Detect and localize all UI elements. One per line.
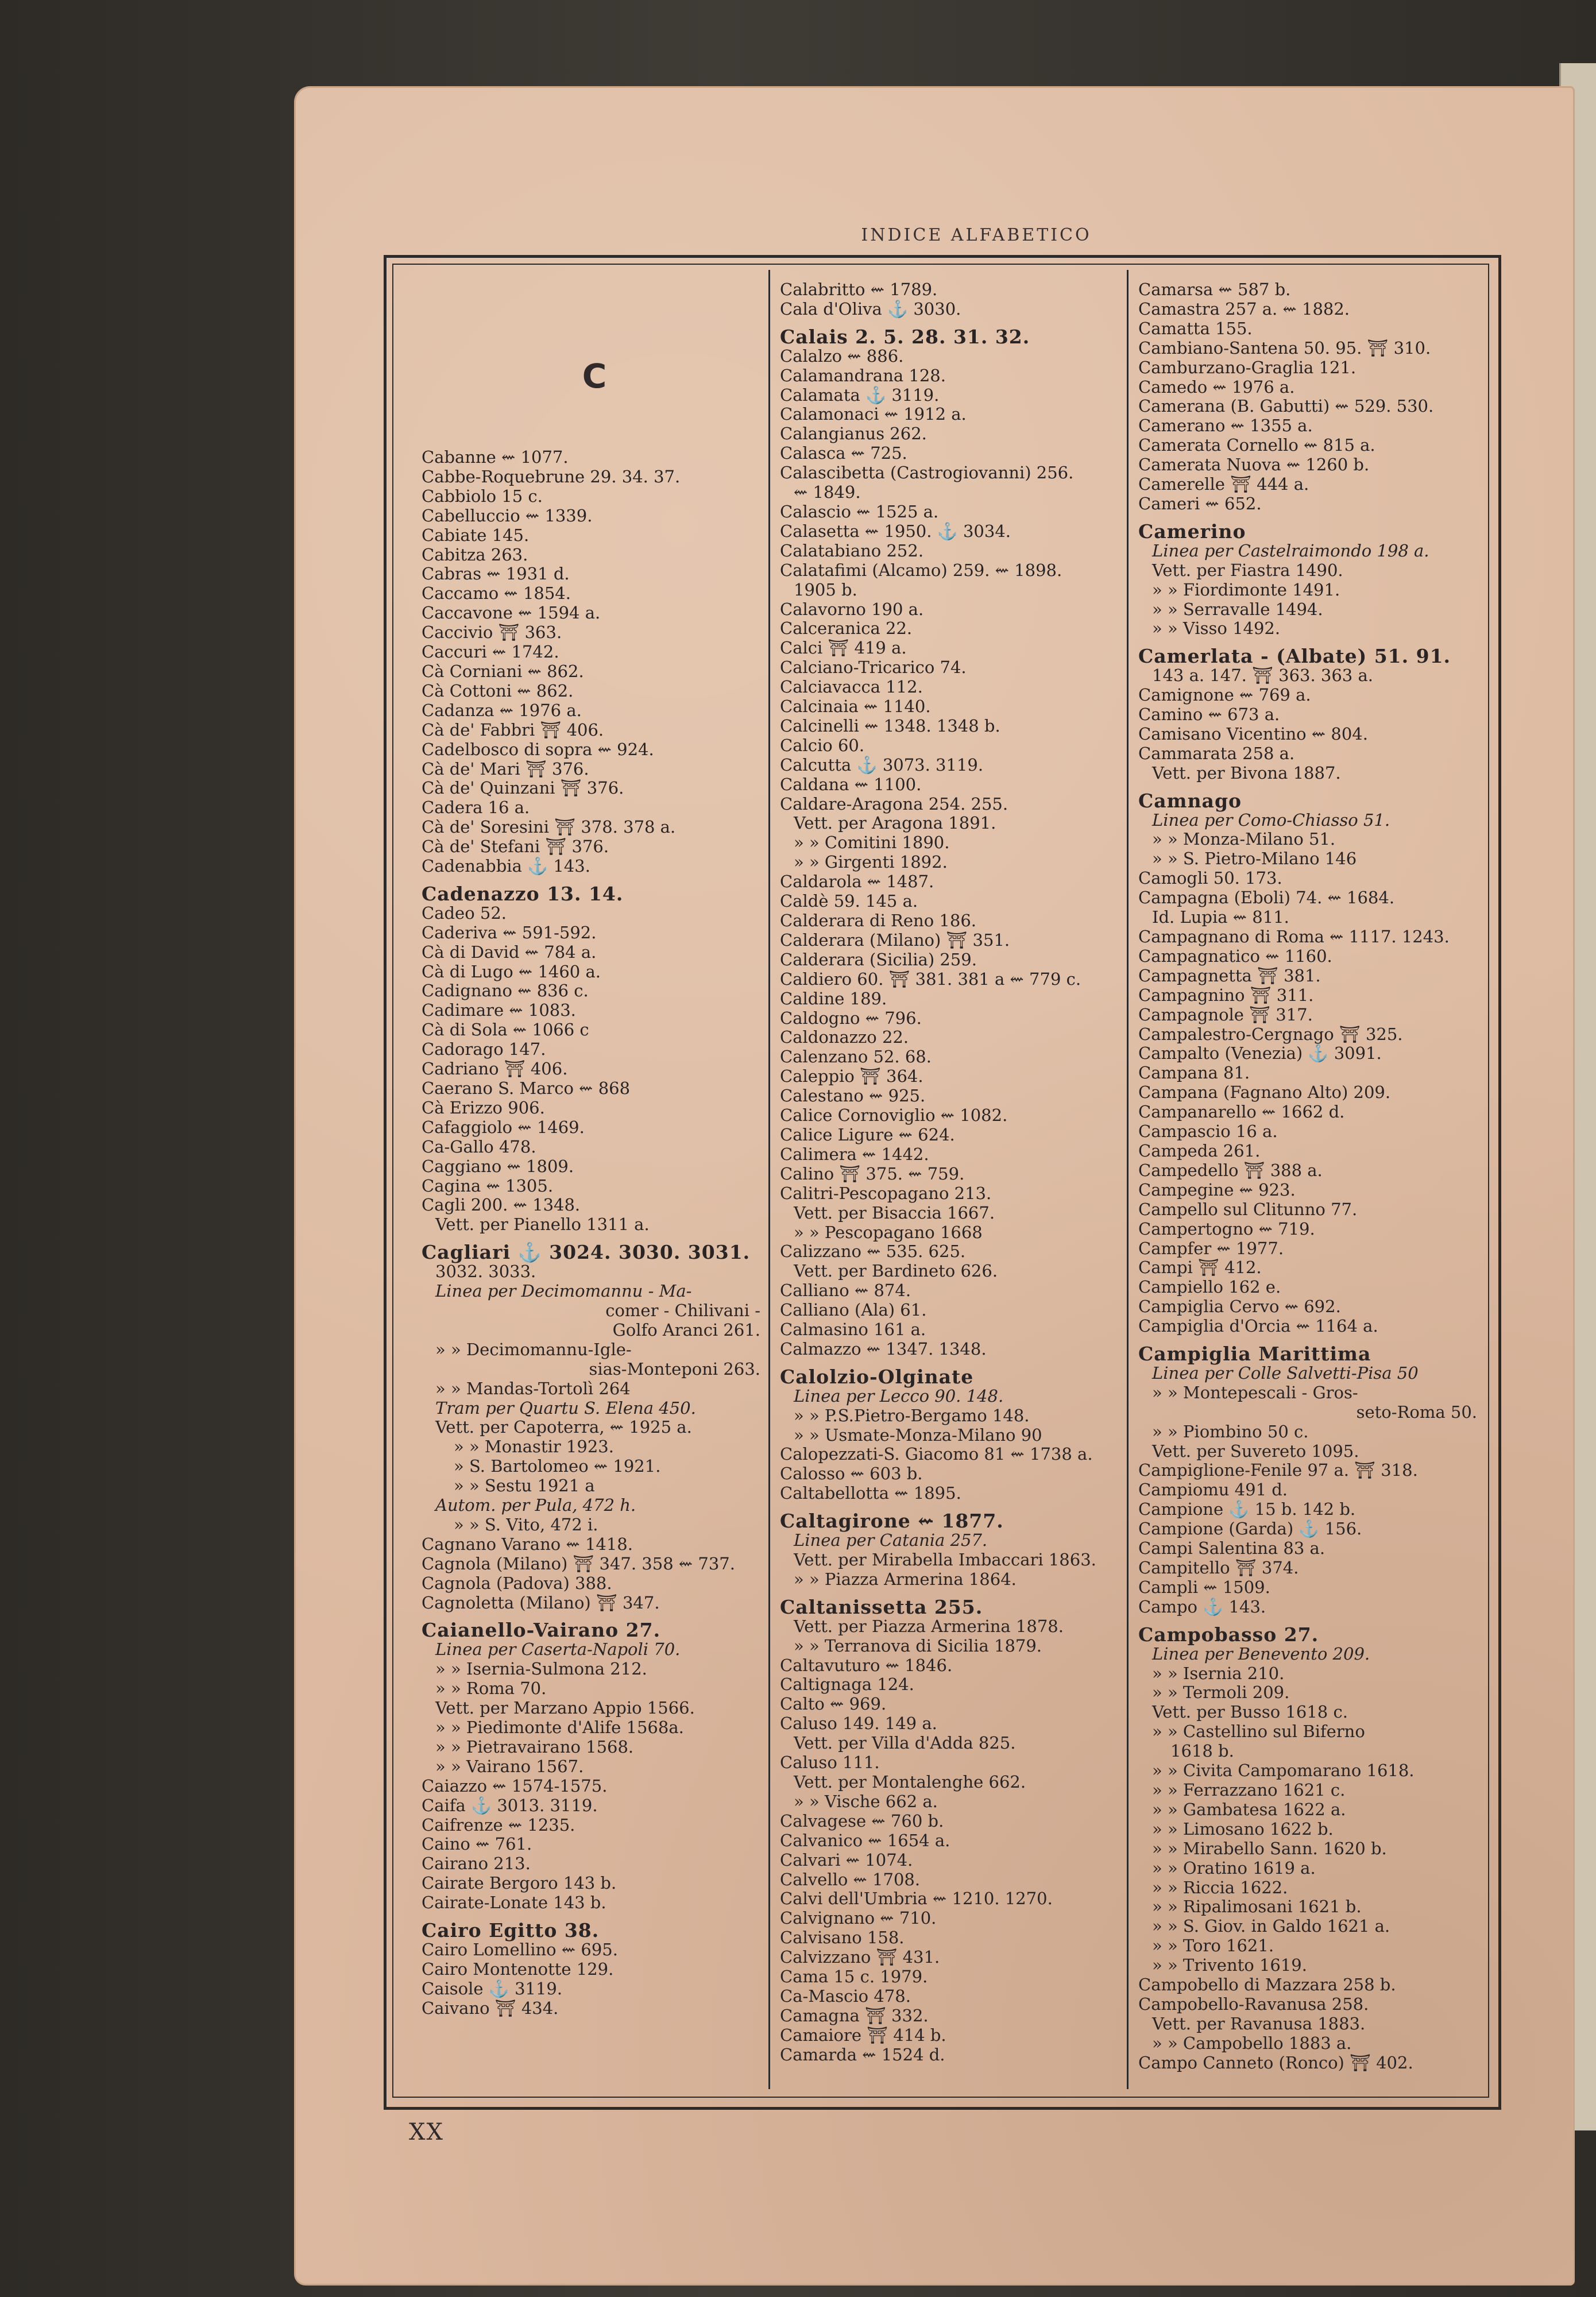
- index-entry: Campione (Garda) ⚓ 156.: [1138, 1519, 1362, 1539]
- index-entry: Campiglione-Fenile 97 a. ⛩ 318.: [1138, 1460, 1418, 1480]
- index-entry: Calizzano ⇜ 535. 625.: [780, 1242, 966, 1262]
- index-entry: Calvi dell'Umbria ⇜ 1210. 1270.: [780, 1889, 1053, 1909]
- index-entry: Caccuri ⇜ 1742.: [422, 642, 559, 662]
- index-entry: Caderiva ⇜ 591-592.: [422, 922, 597, 942]
- index-entry: Calcinaia ⇜ 1140.: [780, 697, 931, 717]
- index-entry: Ca-Mascio 478.: [780, 1986, 911, 2006]
- index-entry: Camatta 155.: [1138, 318, 1253, 338]
- index-subentry: » » Roma 70.: [435, 1679, 547, 1699]
- index-entry: Calangianus 262.: [780, 424, 927, 444]
- index-heading: Cadenazzo 13. 14.: [422, 882, 624, 905]
- index-subentry: » » Toro 1621.: [1152, 1936, 1274, 1956]
- index-entry: Camerana (B. Gabutti) ⇜ 529. 530.: [1138, 396, 1434, 416]
- index-heading: Caltanissetta 255.: [780, 1595, 983, 1618]
- index-entry: Calamata ⚓ 3119.: [780, 385, 940, 405]
- index-entry: Calatafimi (Alcamo) 259. ⇜ 1898.: [780, 560, 1062, 580]
- index-entry: Camarsa ⇜ 587 b.: [1138, 280, 1291, 299]
- index-entry: Campfer ⇜ 1977.: [1138, 1238, 1284, 1258]
- index-subentry: » » P.S.Pietro-Bergamo 148.: [794, 1405, 1030, 1425]
- index-heading: Calais 2. 5. 28. 31. 32.: [780, 325, 1030, 348]
- index-entry: Campagna (Eboli) 74. ⇜ 1684.: [1138, 888, 1395, 908]
- index-subentry: Vett. per Pianello 1311 a.: [435, 1215, 650, 1235]
- index-entry: Caifrenze ⇜ 1235.: [422, 1815, 575, 1835]
- index-subentry: » » Vische 662 a.: [794, 1791, 938, 1811]
- index-subentry: » » Girgenti 1892.: [794, 852, 948, 872]
- index-subentry: 143 a. 147. ⛩ 363. 363 a.: [1152, 666, 1373, 686]
- index-subentry: sias-Monteponi 263.: [589, 1359, 760, 1379]
- index-entry: Campello sul Clitunno 77.: [1138, 1199, 1358, 1219]
- index-heading: Caltagirone ⇜ 1877.: [780, 1510, 1004, 1533]
- index-entry: Caino ⇜ 761.: [422, 1834, 532, 1854]
- index-subentry: Autom. per Pula, 472 h.: [435, 1495, 636, 1515]
- index-entry: Cagnola (Milano) ⛩ 347. 358 ⇜ 737.: [422, 1553, 735, 1573]
- index-entry: Caccamo ⇜ 1854.: [422, 583, 571, 604]
- index-entry: Calestano ⇜ 925.: [780, 1086, 926, 1106]
- index-subentry: Linea per Benevento 209.: [1152, 1644, 1370, 1664]
- index-subentry: » » Oratino 1619 a.: [1152, 1858, 1316, 1878]
- index-entry: Caldogno ⇜ 796.: [780, 1008, 922, 1028]
- index-subentry: » » Isernia-Sulmona 212.: [435, 1659, 647, 1679]
- index-entry: Cameri ⇜ 652.: [1138, 493, 1262, 513]
- index-entry: Camerelle ⛩ 444 a.: [1138, 474, 1309, 494]
- index-entry: Campertogno ⇜ 719.: [1138, 1219, 1315, 1239]
- index-subentry: Vett. per Bivona 1887.: [1152, 763, 1341, 783]
- index-subentry: » » Serravalle 1494.: [1152, 599, 1323, 619]
- index-entry: Campione ⚓ 15 b. 142 b.: [1138, 1499, 1356, 1519]
- index-entry: Cabanne ⇜ 1077.: [422, 448, 569, 467]
- index-subentry: Vett. per Suvereto 1095.: [1152, 1441, 1359, 1461]
- index-entry: Camastra 257 a. ⇜ 1882.: [1138, 299, 1350, 319]
- index-entry: Campiglia Cervo ⇜ 692.: [1138, 1297, 1341, 1317]
- index-subentry: » » Isernia 210.: [1152, 1663, 1285, 1683]
- index-entry: Cadignano ⇜ 836 c.: [422, 981, 589, 1001]
- index-entry: Cammarata 258 a.: [1138, 743, 1295, 763]
- index-entry: Cairate-Lonate 143 b.: [422, 1893, 606, 1913]
- index-subentry: » » Trivento 1619.: [1152, 1955, 1307, 1975]
- index-entry: Campagnino ⛩ 311.: [1138, 985, 1314, 1005]
- index-subentry: » » Piombino 50 c.: [1152, 1421, 1309, 1441]
- index-subentry: Tram per Quartu S. Elena 450.: [435, 1398, 696, 1418]
- index-entry: Calderara (Sicilia) 259.: [780, 949, 977, 969]
- index-entry: Calosso ⇜ 603 b.: [780, 1464, 923, 1484]
- index-entry: Cà de' Stefani ⛩ 376.: [422, 837, 609, 857]
- index-entry: Cairano 213.: [422, 1854, 531, 1874]
- index-entry: Ca-Gallo 478.: [422, 1136, 536, 1157]
- index-entry: Cadimare ⇜ 1083.: [422, 1000, 576, 1020]
- index-heading: Caianello-Vairano 27.: [422, 1619, 661, 1642]
- index-entry: Calmasino 161 a.: [780, 1320, 926, 1340]
- index-entry: Calatabiano 252.: [780, 540, 924, 560]
- index-heading: Cairo Egitto 38.: [422, 1919, 600, 1942]
- index-subentry: seto-Roma 50.: [1356, 1402, 1477, 1422]
- index-subentry: Vett. per Capoterra, ⇜ 1925 a.: [435, 1417, 692, 1437]
- index-subentry: » » S. Vito, 472 i.: [454, 1514, 598, 1534]
- index-heading: Cagliari ⚓ 3024. 3030. 3031.: [422, 1241, 751, 1264]
- index-subentry: » » Castellino sul Biferno: [1152, 1722, 1365, 1742]
- index-entry: Cabelluccio ⇜ 1339.: [422, 505, 593, 525]
- index-subentry: Vett. per Ravanusa 1883.: [1152, 2013, 1366, 2033]
- index-entry: Cadera 16 a.: [422, 798, 530, 818]
- index-entry: Caisole ⚓ 3119.: [422, 1978, 563, 1998]
- index-subentry: » » Piazza Armerina 1864.: [794, 1569, 1017, 1589]
- index-subentry: » » Termoli 209.: [1152, 1683, 1290, 1703]
- index-entry: Cagnola (Padova) 388.: [422, 1573, 612, 1593]
- index-entry: Campagnatico ⇜ 1160.: [1138, 946, 1332, 966]
- index-entry: Camino ⇜ 673 a.: [1138, 705, 1280, 725]
- index-entry: Camagna ⛩ 332.: [780, 2005, 929, 2025]
- index-subentry: Vett. per Busso 1618 c.: [1152, 1702, 1348, 1722]
- index-entry: Calasetta ⇜ 1950. ⚓ 3034.: [780, 521, 1011, 541]
- index-subentry: » » Decimomannu-Igle-: [435, 1339, 632, 1359]
- index-subentry: Linea per Colle Salvetti-Pisa 50: [1152, 1363, 1419, 1383]
- index-entry: Caifa ⚓ 3013. 3119.: [422, 1795, 598, 1815]
- index-subentry: » » Visso 1492.: [1152, 618, 1281, 639]
- index-entry: Camerata Nuova ⇜ 1260 b.: [1138, 455, 1370, 475]
- index-entry: Cabbe-Roquebrune 29. 34. 37.: [422, 466, 681, 486]
- index-entry: Campagnetta ⛩ 381.: [1138, 965, 1321, 985]
- index-entry: Campedello ⛩ 388 a.: [1138, 1160, 1323, 1180]
- index-subentry: Linea per Lecco 90. 148.: [794, 1386, 1004, 1406]
- index-column-2: [780, 280, 1124, 2095]
- index-entry: Cabitza 263.: [422, 544, 528, 564]
- index-entry: Campagnole ⛩ 317.: [1138, 1004, 1313, 1024]
- index-entry: Calascibetta (Castrogiovanni) 256.: [780, 463, 1074, 483]
- index-entry: Cà de' Fabbri ⛩ 406.: [422, 720, 604, 740]
- index-column-3: [1138, 280, 1483, 2095]
- index-entry: Cagina ⇜ 1305.: [422, 1175, 554, 1196]
- index-entry: Campi ⛩ 412.: [1138, 1258, 1262, 1278]
- index-entry: Calmazzo ⇜ 1347. 1348.: [780, 1339, 987, 1359]
- index-subentry: » » Pescopagano 1668: [794, 1222, 983, 1242]
- index-entry: Campeda 261.: [1138, 1140, 1261, 1161]
- index-heading: Camerlata - (Albate) 51. 91.: [1138, 645, 1451, 668]
- index-entry: Caccivio ⛩ 363.: [422, 622, 562, 643]
- index-entry: Calliano (Ala) 61.: [780, 1300, 927, 1320]
- index-entry: Calvagese ⇜ 760 b.: [780, 1811, 944, 1831]
- index-entry: Caleppio ⛩ 364.: [780, 1066, 923, 1086]
- index-subentry: Linea per Catania 257.: [794, 1530, 988, 1550]
- index-entry: Caluso 149. 149 a.: [780, 1714, 937, 1734]
- index-entry: Cagli 200. ⇜ 1348.: [422, 1195, 581, 1215]
- index-entry: Cala d'Oliva ⚓ 3030.: [780, 299, 961, 319]
- index-entry: Campegine ⇜ 923.: [1138, 1180, 1296, 1200]
- index-entry: Calliano ⇜ 874.: [780, 1281, 911, 1301]
- page-number: XX: [409, 2119, 444, 2145]
- index-entry: Caldiero 60. ⛩ 381. 381 a ⇜ 779 c.: [780, 969, 1081, 989]
- index-subentry: » » Mirabello Sann. 1620 b.: [1152, 1838, 1387, 1858]
- section-letter: C: [582, 357, 607, 396]
- index-subentry: Linea per Castelraimondo 198 a.: [1152, 540, 1429, 560]
- index-subentry: » » Vairano 1567.: [435, 1756, 584, 1776]
- index-entry: Calderara di Reno 186.: [780, 911, 976, 930]
- index-subentry: » » Fiordimonte 1491.: [1152, 579, 1340, 600]
- column-rule: [768, 270, 770, 2089]
- index-entry: Calto ⇜ 969.: [780, 1694, 887, 1714]
- index-entry: Calitri-Pescopagano 213.: [780, 1183, 992, 1203]
- index-entry: Caltavuturo ⇜ 1846.: [780, 1655, 953, 1675]
- index-entry: Cagnoletta (Milano) ⛩ 347.: [422, 1592, 660, 1612]
- index-entry: Cà Cottoni ⇜ 862.: [422, 680, 574, 701]
- index-entry: Calascio ⇜ 1525 a.: [780, 501, 939, 521]
- index-entry: Cà de' Soresini ⛩ 378. 378 a.: [422, 817, 676, 837]
- index-entry: Campobello di Mazzara 258 b.: [1138, 1975, 1396, 1995]
- index-entry: Cafaggiolo ⇜ 1469.: [422, 1117, 585, 1137]
- index-subentry: » » Terranova di Sicilia 1879.: [794, 1635, 1042, 1656]
- index-subentry: » » Comitini 1890.: [794, 833, 950, 853]
- index-entry: Caldare-Aragona 254. 255.: [780, 794, 1008, 814]
- index-entry: Campiomu 491 d.: [1138, 1480, 1288, 1500]
- index-subentry: » » S. Giov. in Galdo 1621 a.: [1152, 1916, 1390, 1936]
- index-entry: Calciavacca 112.: [780, 677, 923, 697]
- index-entry: Cà di David ⇜ 784 a.: [422, 942, 597, 962]
- index-entry: Campobello-Ravanusa 258.: [1138, 1994, 1369, 2014]
- index-subentry: Linea per Como-Chiasso 51.: [1152, 810, 1390, 830]
- index-entry: Calavorno 190 a.: [780, 599, 924, 619]
- index-subentry: » » S. Pietro-Milano 146: [1152, 849, 1357, 869]
- index-entry: Calciano-Tricarico 74.: [780, 658, 967, 678]
- index-entry: Caiazzo ⇜ 1574-1575.: [422, 1776, 608, 1796]
- index-entry: Calcinelli ⇜ 1348. 1348 b.: [780, 716, 1000, 736]
- index-entry: Campiello 162 e.: [1138, 1277, 1281, 1297]
- index-entry: Calvanico ⇜ 1654 a.: [780, 1830, 950, 1850]
- index-subentry: Vett. per Marzano Appio 1566.: [435, 1698, 695, 1718]
- index-entry: Cà Erizzo 906.: [422, 1097, 545, 1117]
- index-entry: Campi Salentina 83 a.: [1138, 1538, 1326, 1559]
- index-entry: Cabiate 145.: [422, 525, 530, 545]
- index-entry: Caltabellotta ⇜ 1895.: [780, 1483, 961, 1503]
- index-entry: Cairate Bergoro 143 b.: [422, 1873, 617, 1893]
- index-entry: Calabritto ⇜ 1789.: [780, 280, 938, 299]
- index-subentry: Vett. per Bardineto 626.: [794, 1261, 998, 1281]
- index-subentry: » » Piedimonte d'Alife 1568a.: [435, 1718, 684, 1737]
- index-entry: Calamandrana 128.: [780, 365, 946, 385]
- index-entry: Calvello ⇜ 1708.: [780, 1869, 921, 1889]
- index-entry: Camedo ⇜ 1976 a.: [1138, 377, 1295, 397]
- index-heading: Camerino: [1138, 520, 1246, 543]
- index-entry: Cairo Lomellino ⇜ 695.: [422, 1939, 618, 1959]
- index-entry: Calasca ⇜ 725.: [780, 443, 907, 463]
- index-heading: Calolzio-Olginate: [780, 1365, 974, 1388]
- index-subentry: » » Monastir 1923.: [454, 1437, 614, 1457]
- index-entry: Caltignaga 124.: [780, 1675, 914, 1695]
- index-entry: Calvizzano ⛩ 431.: [780, 1947, 940, 1967]
- index-entry: Caldarola ⇜ 1487.: [780, 872, 934, 892]
- page-header: INDICE ALFABETICO: [861, 225, 1092, 245]
- index-entry: Calvari ⇜ 1074.: [780, 1850, 913, 1870]
- index-entry: Calino ⛩ 375. ⇜ 759.: [780, 1163, 965, 1184]
- index-entry: Calcutta ⚓ 3073. 3119.: [780, 755, 984, 775]
- index-entry: Campana 81.: [1138, 1063, 1250, 1083]
- index-entry: Calimera ⇜ 1442.: [780, 1144, 929, 1164]
- index-subentry: » » Ripalimosani 1621 b.: [1152, 1897, 1362, 1917]
- index-entry: Calamonaci ⇜ 1912 a.: [780, 404, 967, 424]
- index-subentry: 1618 b.: [1170, 1741, 1234, 1761]
- index-entry: Campalestro-Cergnago ⛩ 325.: [1138, 1024, 1403, 1044]
- index-entry: Campalto (Venezia) ⚓ 3091.: [1138, 1043, 1382, 1064]
- index-entry: Cairo Montenotte 129.: [422, 1959, 614, 1979]
- index-entry: Caldonazzo 22.: [780, 1027, 909, 1047]
- index-entry: Cadanza ⇜ 1976 a.: [422, 700, 582, 720]
- index-heading: Camnago: [1138, 789, 1242, 812]
- index-entry: Caccavone ⇜ 1594 a.: [422, 603, 601, 623]
- index-subentry: Vett. per Mirabella Imbaccari 1863.: [794, 1550, 1096, 1569]
- index-subentry: » » Civita Campomarano 1618.: [1152, 1761, 1415, 1781]
- index-entry: Caldine 189.: [780, 988, 887, 1008]
- index-subentry: ⇜ 1849.: [794, 482, 861, 502]
- index-entry: Calice Ligure ⇜ 624.: [780, 1124, 955, 1144]
- index-entry: Calderara (Milano) ⛩ 351.: [780, 930, 1010, 950]
- index-subentry: comer - Chilivani -: [605, 1300, 760, 1320]
- index-subentry: » » Monza-Milano 51.: [1152, 829, 1336, 849]
- index-subentry: Golfo Aranci 261.: [612, 1320, 760, 1340]
- index-subentry: Id. Lupia ⇜ 811.: [1152, 907, 1289, 927]
- column-rule: [1127, 270, 1129, 2089]
- index-subentry: » » Gambatesa 1622 a.: [1152, 1799, 1346, 1819]
- index-entry: Caldana ⇜ 1100.: [780, 774, 922, 794]
- index-subentry: » » Campobello 1883 a.: [1152, 2033, 1352, 2053]
- index-entry: Cà di Sola ⇜ 1066 c: [422, 1020, 589, 1040]
- index-entry: Cadenabbia ⚓ 143.: [422, 856, 590, 876]
- index-entry: Camarda ⇜ 1524 d.: [780, 2044, 945, 2064]
- index-entry: Cà di Lugo ⇜ 1460 a.: [422, 961, 601, 981]
- index-subentry: » » Mandas-Tortolì 264: [435, 1378, 631, 1398]
- index-entry: Cadelbosco di sopra ⇜ 924.: [422, 739, 654, 759]
- index-column-1: [422, 448, 766, 2096]
- index-subentry: Vett. per Piazza Armerina 1878.: [794, 1616, 1064, 1636]
- index-entry: Cà Corniani ⇜ 862.: [422, 661, 584, 681]
- index-subentry: Vett. per Aragona 1891.: [794, 813, 996, 833]
- index-entry: Camignone ⇜ 769 a.: [1138, 685, 1311, 705]
- index-subentry: » » Usmate-Monza-Milano 90: [794, 1425, 1042, 1445]
- index-entry: Campo Canneto (Ronco) ⛩ 402.: [1138, 2052, 1413, 2072]
- index-subentry: » » Riccia 1622.: [1152, 1877, 1288, 1897]
- index-entry: Camerata Cornello ⇜ 815 a.: [1138, 435, 1375, 455]
- index-subentry: Vett. per Fiastra 1490.: [1152, 560, 1343, 580]
- index-entry: Campagnano di Roma ⇜ 1117. 1243.: [1138, 927, 1450, 946]
- index-entry: Campo ⚓ 143.: [1138, 1596, 1266, 1617]
- index-subentry: » » Sestu 1921 a: [454, 1476, 595, 1496]
- index-entry: Caivano ⛩ 434.: [422, 1998, 559, 2018]
- index-entry: Campiglia d'Orcia ⇜ 1164 a.: [1138, 1316, 1378, 1336]
- index-entry: Cabbiolo 15 c.: [422, 486, 543, 506]
- index-heading: Campobasso 27.: [1138, 1623, 1319, 1646]
- index-entry: Calci ⛩ 419 a.: [780, 638, 907, 658]
- index-entry: Campascio 16 a.: [1138, 1122, 1278, 1142]
- index-entry: Cà de' Mari ⛩ 376.: [422, 759, 589, 779]
- index-subentry: » » Montepescali - Gros-: [1152, 1382, 1358, 1402]
- index-entry: Caggiano ⇜ 1809.: [422, 1156, 574, 1176]
- index-entry: Calcio 60.: [780, 735, 865, 755]
- index-heading: Campiglia Marittima: [1138, 1343, 1371, 1366]
- index-entry: Calvignano ⇜ 710.: [780, 1908, 937, 1928]
- index-subentry: » S. Bartolomeo ⇜ 1921.: [454, 1456, 661, 1476]
- index-entry: Calceranica 22.: [780, 618, 913, 639]
- index-entry: Calenzano 52. 68.: [780, 1047, 932, 1067]
- index-entry: Campana (Fagnano Alto) 209.: [1138, 1082, 1391, 1103]
- index-entry: Calopezzati-S. Giacomo 81 ⇜ 1738 a.: [780, 1444, 1093, 1464]
- index-subentry: Vett. per Bisaccia 1667.: [794, 1202, 995, 1223]
- index-entry: Calalzo ⇜ 886.: [780, 346, 904, 366]
- index-subentry: Vett. per Villa d'Adda 825.: [794, 1733, 1016, 1753]
- index-entry: Cadriano ⛩ 406.: [422, 1059, 568, 1079]
- index-entry: Caluso 111.: [780, 1753, 880, 1773]
- index-entry: Cambiano-Santena 50. 95. ⛩ 310.: [1138, 338, 1431, 358]
- index-subentry: » » Pietravairano 1568.: [435, 1737, 634, 1757]
- index-entry: Campanarello ⇜ 1662 d.: [1138, 1102, 1345, 1122]
- index-entry: Camerano ⇜ 1355 a.: [1138, 416, 1313, 436]
- index-entry: Calvisano 158.: [780, 1928, 905, 1948]
- index-entry: Camburzano-Graglia 121.: [1138, 357, 1357, 377]
- index-entry: Caerano S. Marco ⇜ 868: [422, 1078, 631, 1098]
- index-entry: Camisano Vicentino ⇜ 804.: [1138, 724, 1368, 744]
- index-entry: Cadeo 52.: [422, 903, 507, 923]
- index-entry: Calice Cornoviglio ⇜ 1082.: [780, 1105, 1008, 1126]
- index-entry: Cagnano Varano ⇜ 1418.: [422, 1534, 633, 1554]
- index-entry: Campli ⇜ 1509.: [1138, 1577, 1270, 1597]
- index-entry: Cabras ⇜ 1931 d.: [422, 564, 570, 584]
- index-entry: Cà de' Quinzani ⛩ 376.: [422, 778, 624, 798]
- index-subentry: Linea per Decimomannu - Ma-: [435, 1281, 692, 1301]
- index-subentry: » » Ferrazzano 1621 c.: [1152, 1780, 1346, 1800]
- index-entry: Cadorago 147.: [422, 1039, 546, 1059]
- index-entry: Cama 15 c. 1979.: [780, 1967, 928, 1987]
- index-subentry: 1905 b.: [794, 579, 857, 600]
- index-entry: Camogli 50. 173.: [1138, 868, 1282, 888]
- index-entry: Camaiore ⛩ 414 b.: [780, 2025, 946, 2045]
- index-entry: Campitello ⛩ 374.: [1138, 1558, 1299, 1577]
- index-entry: Caldè 59. 145 a.: [780, 891, 918, 911]
- index-subentry: Linea per Caserta-Napoli 70.: [435, 1639, 681, 1660]
- index-subentry: Vett. per Montalenghe 662.: [794, 1772, 1026, 1792]
- index-subentry: » » Limosano 1622 b.: [1152, 1819, 1334, 1839]
- index-subentry: 3032. 3033.: [435, 1262, 536, 1282]
